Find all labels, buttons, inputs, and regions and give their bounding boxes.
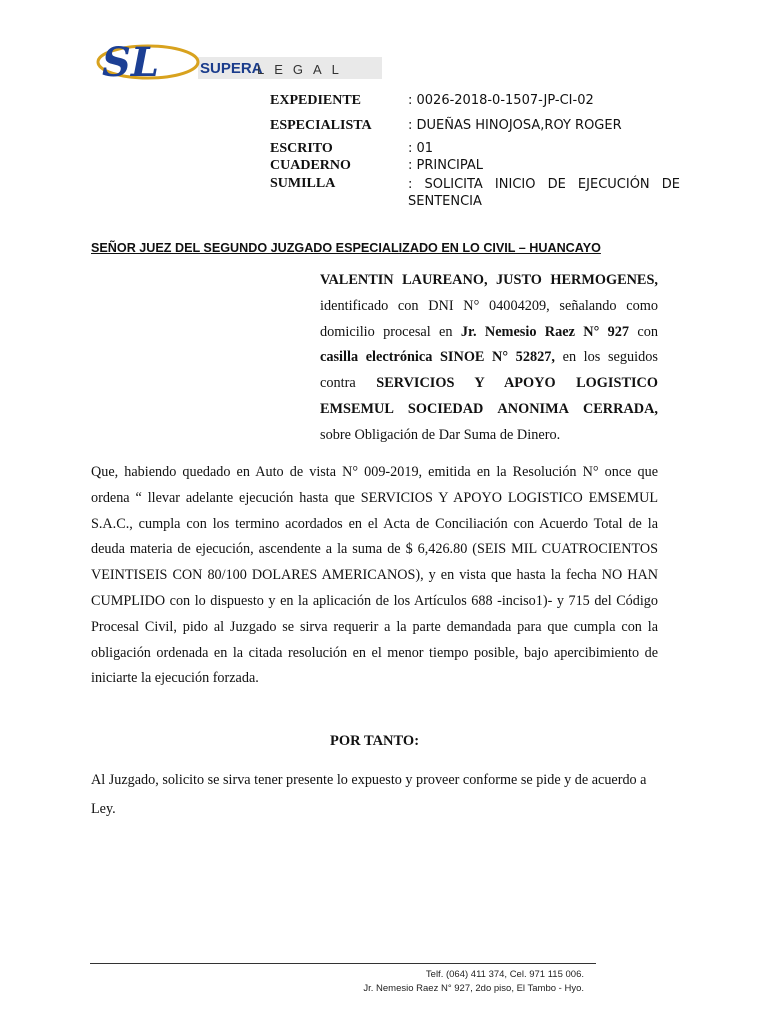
logo-brand-text: SUPERA: [200, 60, 263, 77]
por-tanto-heading: POR TANTO:: [330, 733, 420, 749]
defendant-company: SERVICIOS Y APOYO LOGISTICO EMSEMUL SOCIEDAD ANONIMA CERRADA,: [320, 375, 658, 417]
footer-address: Jr. Nemesio Raez N° 927, 2do piso, El Tambo - Hyo.: [363, 983, 584, 994]
closing-paragraph: Al Juzgado, solicito se sirva tener presente lo expuesto y proveer conforme se pide y de acuerdo a Ley.: [91, 772, 647, 817]
procedural-address: Jr. Nemesio Raez N° 927: [460, 323, 630, 340]
especialista-value: : DUEÑAS HINOJOSA,ROY ROGER: [408, 118, 622, 133]
logo-initials: SL: [102, 40, 160, 82]
electronic-box: casilla electrónica SINOE N° 52827,: [320, 349, 556, 366]
especialista-label: ESPECIALISTA: [270, 118, 372, 133]
petitioner-name: VALENTIN LAUREANO, JUSTO HERMOGENES,: [320, 272, 658, 288]
expediente-value: : 0026-2018-0-1507-JP-CI-02: [408, 93, 594, 108]
cuaderno-label: CUADERNO: [270, 158, 351, 173]
petitioner-text-3: en los seguidos contra: [320, 349, 658, 392]
petitioner-text-2: con: [629, 323, 658, 340]
petitioner-paragraph: [320, 268, 658, 449]
petitioner-text-1: identificado con DNI N° 04004209, señalando como domicilio procesal en: [320, 297, 658, 340]
main-body-paragraph: Que, habiendo quedado en Auto de vista N° 009-2019, emitida en la Resolución N° once que ordena “ llevar adelante ejecución hasta que SERVICIOS Y APOYO LOGISTICO EMSEMUL S.A.C., cumpla con los termino acordados en el Acta de Conciliación con Acuerdo Total de la deuda materia de ejecución, ascendente a la suma de $ 6,426.80 (SEIS MIL CUATROCIENTOS VEINTISEIS CON 80/100 DOLARES AMERICANOS), y en vista que hasta la fecha NO HAN CUMPLIDO con lo dispuesto y en la aplicación de los Artículos 688 -inciso1)- y 715 del Código Procesal Civil, pido al Juzgado se sirva requerir a la parte demandada para que cumpla con la obligación ordenada en la citada resolución en el menor tiempo posible, bajo apercibimiento de iniciarte la ejecución forzada.: [91, 464, 658, 687]
escrito-label: ESCRITO: [270, 141, 333, 156]
cuaderno-value: : PRINCIPAL: [408, 158, 483, 173]
escrito-value: : 01: [408, 141, 434, 156]
addressee-heading: SEÑOR JUEZ DEL SEGUNDO JUZGADO ESPECIALIZADO EN LO CIVIL – HUANCAYO: [91, 241, 601, 255]
petitioner-text-4: sobre Obligación de Dar Suma de Dinero.: [320, 426, 561, 443]
footer-phone: Telf. (064) 411 374, Cel. 971 115 006.: [425, 969, 584, 980]
expediente-label: EXPEDIENTE: [270, 93, 362, 108]
footer-divider: [90, 963, 596, 964]
sumilla-value: : SOLICITA INICIO DE EJECUCIÓN DE SENTENCIA: [408, 177, 680, 209]
sumilla-label: SUMILLA: [270, 176, 336, 191]
logo-legal-text: LEGAL: [257, 62, 349, 77]
